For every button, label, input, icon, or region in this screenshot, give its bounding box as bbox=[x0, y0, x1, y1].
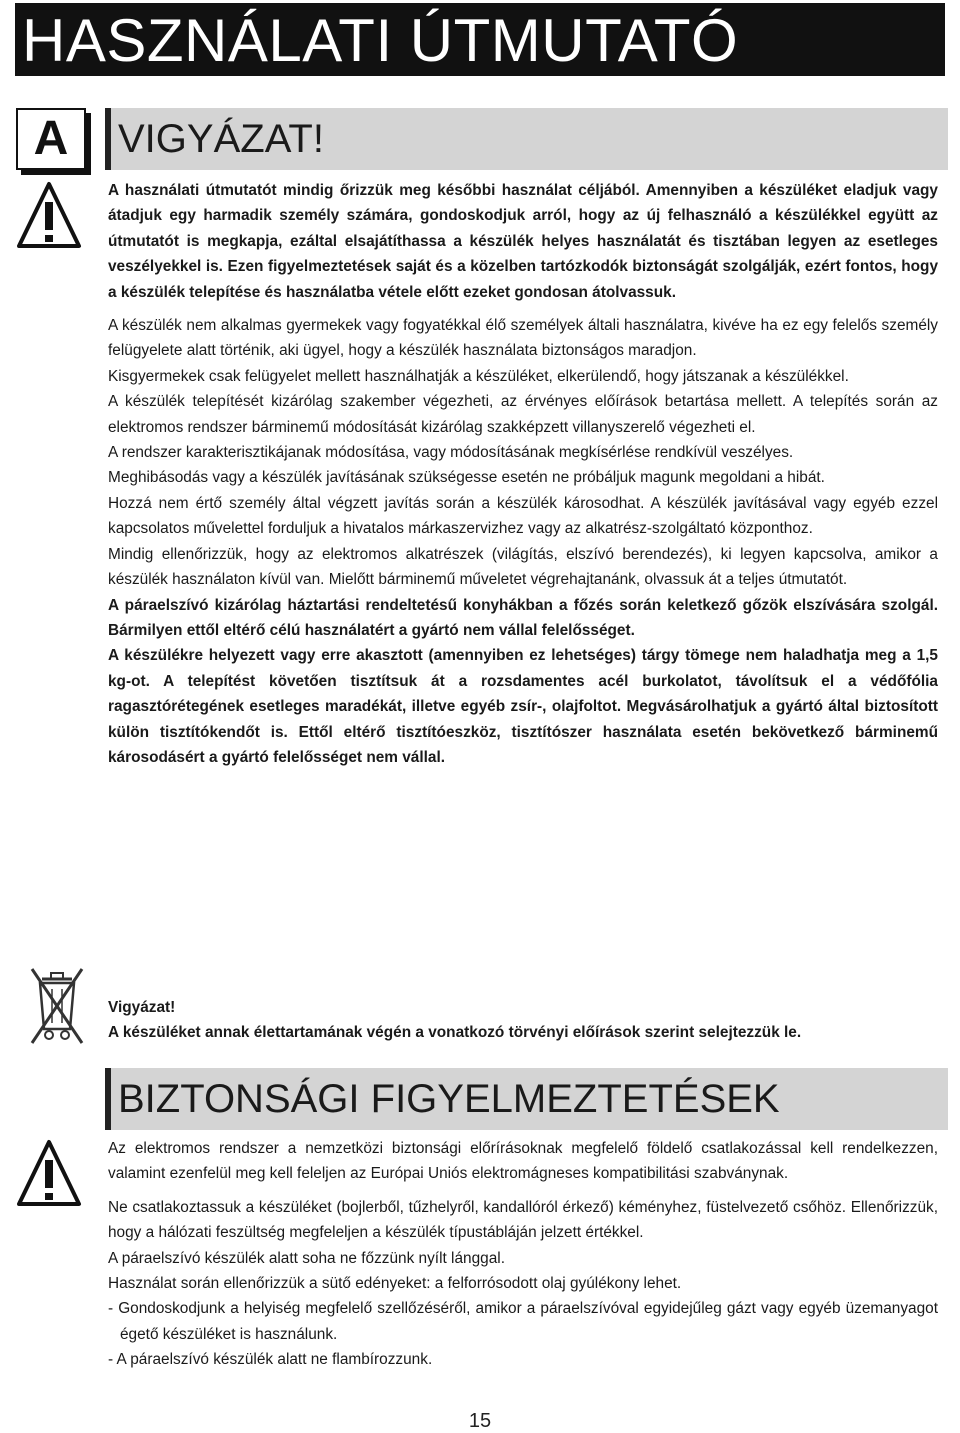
disposal-text: A készüléket annak élettartamának végén a vonatkozó törvényi előírások szerint selejtezzük le. bbox=[108, 1024, 802, 1042]
warning-icon bbox=[15, 1138, 83, 1210]
page-number: 15 bbox=[468, 1410, 492, 1432]
paragraph: Mindig ellenőrizzük, hogy az elektromos alkatrészek (világítás, elszívó berendezés), ki legyen kapcsolva, amikor a készülék használaton kívül van. Mielőtt bárminemű műveletet végrehajtanánk, olvassuk át a teljes útmutatót. bbox=[108, 545, 938, 589]
crossed-bin-icon bbox=[28, 965, 86, 1047]
vigyazat-content bbox=[108, 178, 938, 770]
paragraph: Kisgyermekek csak felügyelet mellett használhatják a készüléket, elkerülendő, hogy játszanak a készülékkel. bbox=[108, 367, 849, 385]
section-title-vigyazat: VIGYÁZAT! bbox=[118, 117, 324, 161]
paragraph: A rendszer karakterisztikájanak módosítása, vagy módosításának megkísérlése rendkívül veszélyes. bbox=[108, 444, 794, 462]
paragraph: Az elektromos rendszer a nemzetközi biztonsági előrírásoknak megfelelő földelő csatlakozással kell rendelkezzen, valamint ezenfelül meg kell feleljen az Európai Uniós elektromágneses kompatibilitási szabványnak. bbox=[108, 1140, 938, 1183]
warning-icon bbox=[15, 180, 83, 252]
list-item: - Gondoskodjunk a helyiség megfelelő szellőzéséről, amikor a páraelszívóval egyidejűleg gázt vagy egyéb üzemanyagot égető készüléket is használunk. bbox=[108, 1300, 938, 1343]
paragraph: A páraelszívó készülék alatt soha ne főzzünk nyílt lánggal. bbox=[108, 1249, 505, 1267]
paragraph: Meghibásodás vagy a készülék javításának szükségesse esetén ne próbáljuk magunk megoldani a hibát. bbox=[108, 469, 825, 487]
paragraph: A készülék telepítését kizárólag szakember végezheti, az érvényes előírások betartása mellett. A telepítés során az elektromos rendszer bárminemű módosítását kizárólag szakképzett villanyszerelő végezheti el. bbox=[108, 393, 938, 436]
biztonsagi-content bbox=[108, 1136, 938, 1373]
page-title: HASZNÁLATI ÚTMUTATÓ bbox=[22, 7, 739, 74]
list-item: - A páraelszívó készülék alatt ne flambírozzunk. bbox=[108, 1351, 433, 1369]
paragraph: A készülékre helyezett vagy erre akasztott (amennyiben ez lehetséges) tárgy tömege nem haladhatja meg a 1,5 kg-ot. A telepítést követően tisztítsuk át a rozsdamentes acél burkolatot, távolítsuk el a védőfólia ragasztórétegének esetleges maradékát, illetve egyéb zsír-, olajfoltot. Megvásárolhatjuk a gyártó által biztosított külön tisztítókendőt is. Ettől eltérő tisztítóeszköz, tisztítószer használata esetén bekövetkező bárminemű károsodásért a gyártó felelősséget nem vállal. bbox=[108, 647, 938, 766]
section-title-biztonsagi: BIZTONSÁGI FIGYELMEZTETÉSEK bbox=[118, 1077, 780, 1121]
paragraph: Hozzá nem értő személy által végzett javítás során a készülék károsodhat. A készülék javításával vagy egyéb ezzel kapcsolatos művelettel forduljuk a hivatalos márkaszervizhez vagy az alkatrész-szolgáltató központhoz. bbox=[108, 494, 938, 538]
paragraph: A készülék nem alkalmas gyermekek vagy fogyatékkal élő személyek általi használatra, kivéve ha ez egy felelős személy felügyelete alatt történik, aki ügyel, hogy a készülék használata biztonságos maradjon. bbox=[108, 317, 938, 360]
section-letter-box bbox=[16, 108, 86, 170]
disposal-heading: Vigyázat! bbox=[108, 999, 176, 1016]
disposal-content bbox=[108, 995, 938, 1046]
paragraph: Ne csatlakoztassuk a készüléket (bojlerből, tűzhelyről, kandallóról érkező) kéményhez, füstelvezető csőhöz. Ellenőrizzük, hogy a hálózati feszültség megfeleljen a készülék típustábláján jelzett értékkel. bbox=[108, 1198, 938, 1242]
section-letter: A bbox=[33, 112, 69, 165]
paragraph: A páraelszívó kizárólag háztartási rendeltetésű konyhákban a főzés során keletkező gőzök elszívására szolgál. Bármilyen ettől eltérő célú használatért a gyártó nem vállal felelősséget. bbox=[108, 596, 938, 639]
paragraph: A használati útmutatót mindig őrizzük meg későbbi használat céljából. Amennyiben a készüléket eladjuk vagy átadjuk egy harmadik személy számára, gondoskodjuk arról, hogy az új felhasználó a készülékkel együtt az útmutatót is megkapja, ezáltal elsajátíthassa a készülék helyes használatát és tisztában legyen az esetleges veszélyekkel is. Ezen figyelmeztetések saját és a közelben tartózkodók biztonságát szolgálják, ezért fontos, hogy a készülék telepítése és használatba vétele előtt ezeket gondosan átolvassuk. bbox=[108, 182, 938, 301]
paragraph: Használat során ellenőrizzük a sütő edényeket: a felforrósodott olaj gyúlékony lehet. bbox=[108, 1275, 682, 1293]
